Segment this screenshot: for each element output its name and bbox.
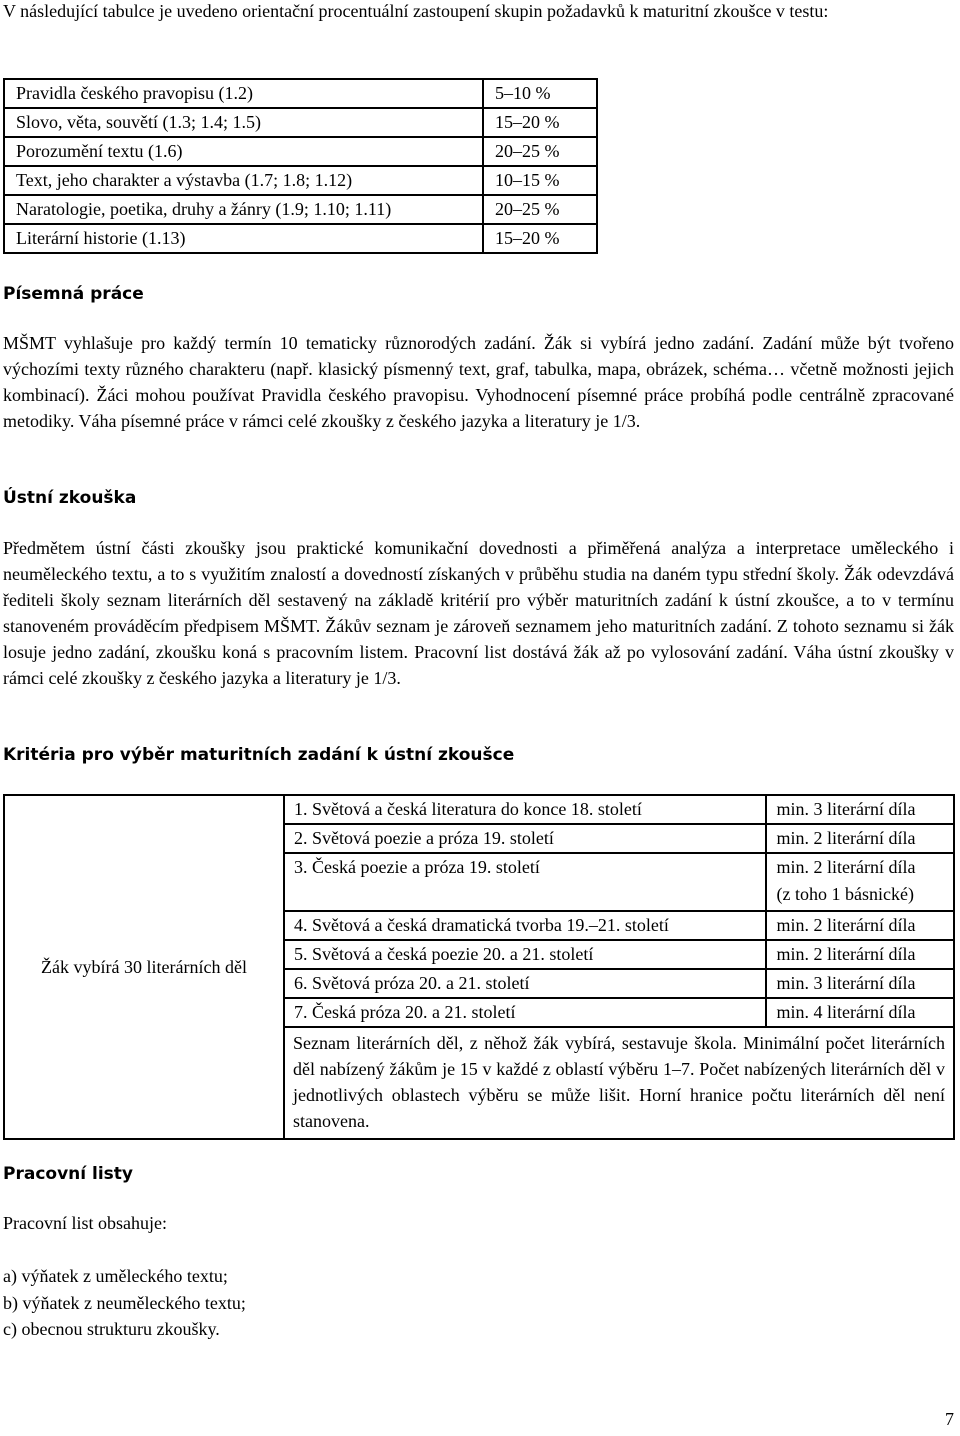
table-row: [4, 137, 597, 166]
list-item: b) výňatek z neuměleckého textu;: [3, 1292, 246, 1313]
criteria-item: 3. Česká poezie a próza 19. století: [284, 853, 766, 911]
criteria-min: min. 2 literární díla: [776, 857, 916, 877]
table-cell: Slovo, věta, souvětí (1.3; 1.4; 1.5): [4, 108, 483, 137]
intro-paragraph: V následující tabulce je uvedeno orientační procentuální zastoupení skupin požadavků k maturitní zkoušce v testu:: [3, 1, 829, 21]
criteria-item: 7. Česká próza 20. a 21. století: [284, 998, 766, 1027]
list-item: a) výňatek z uměleckého textu;: [3, 1266, 228, 1286]
table-cell: Pravidla českého pravopisu (1.2): [4, 79, 483, 108]
criteria-min: min. 2 literární díla: [766, 940, 954, 969]
worksheets-list: [3, 1263, 246, 1343]
section-heading-criteria: Kritéria pro výběr maturitních zadání k ústní zkoušce: [3, 745, 515, 765]
criteria-min: min. 2 literární díla: [766, 824, 954, 853]
page-number: 7: [945, 1409, 954, 1429]
criteria-min: min. 4 literární díla: [766, 998, 954, 1027]
table-row: [4, 79, 597, 108]
table-cell: Naratologie, poetika, druhy a žánry (1.9; 1.10; 1.11): [4, 195, 483, 224]
criteria-item: 6. Světová próza 20. a 21. století: [284, 969, 766, 998]
criteria-item: 2. Světová poezie a próza 19. století: [284, 824, 766, 853]
oral-paragraph: Předmětem ústní části zkoušky jsou praktické komunikační dovednosti a přiměřená analýza a interpretace uměleckého i neuměleckého textu, a to s využitím znalostí a dovedností získaných v průběhu studia na daném typu střední školy. Žák odevzdává řediteli školy seznam literárních děl sestavený na základě kritérií pro výběr maturitních zadání k ústní zkoušce, a to v termínu stanoveném prováděcím předpisem MŠMT. Žákův seznam je zároveň seznamem jeho maturitních zadání. Z tohoto seznamu si žák losuje jedno zadání, zkoušku koná s pracovním listem. Pracovní list dostává žák až po vylosování zadání. Váha ústní zkoušky v rámci celé zkoušky z českého jazyka a literatury je 1/3.: [3, 538, 954, 688]
section-heading-written: Písemná práce: [3, 284, 144, 304]
table-cell: 15–20 %: [483, 108, 597, 137]
table-row: [4, 166, 597, 195]
written-paragraph: MŠMT vyhlašuje pro každý termín 10 tematicky různorodých zadání. Žák si vybírá jedno zadání. Zadání může být tvořeno výchozími texty různého charakteru (např. klasický písmenný text, graf, tabulka, mapa, obrázek, schéma… včetně možnosti jejich kombinací). Žáci mohou používat Pravidla českého pravopisu. Vyhodnocení písemné práce probíhá podle centrálně zpracované metodiky. Váha písemné práce v rámci celé zkoušky z českého jazyka a literatury je 1/3.: [3, 333, 954, 431]
table-row: [4, 108, 597, 137]
table-cell: 20–25 %: [483, 195, 597, 224]
criteria-note: (z toho 1 básnické): [776, 884, 914, 904]
percent-table: [3, 78, 598, 254]
table-cell: Literární historie (1.13): [4, 224, 483, 253]
criteria-footer: Seznam literárních děl, z něhož žák vybírá, sestavuje škola. Minimální počet literárních děl nabízený žákům je 15 v každé z oblastí výběru 1–7. Počet nabízených literárních děl v jednotlivých oblastech výběru se může lišit. Horní hranice počtu literárních děl není stanovena.: [284, 1027, 954, 1139]
table-cell: Porozumění textu (1.6): [4, 137, 483, 166]
section-heading-oral: Ústní zkouška: [3, 488, 137, 508]
section-heading-worksheets: Pracovní listy: [3, 1164, 133, 1184]
criteria-item: 5. Světová a česká poezie 20. a 21. století: [284, 940, 766, 969]
criteria-left-cell: Žák vybírá 30 literárních děl: [4, 795, 284, 1139]
criteria-min: min. 2 literární díla: [766, 911, 954, 940]
table-cell: 15–20 %: [483, 224, 597, 253]
criteria-item: 1. Světová a česká literatura do konce 18. století: [284, 795, 766, 824]
table-cell: Text, jeho charakter a výstavba (1.7; 1.8; 1.12): [4, 166, 483, 195]
table-cell: 20–25 %: [483, 137, 597, 166]
criteria-item: 4. Světová a česká dramatická tvorba 19.–21. století: [284, 911, 766, 940]
criteria-min-cell: [766, 853, 954, 911]
table-row: [4, 195, 597, 224]
table-row: [4, 795, 954, 824]
table-cell: 10–15 %: [483, 166, 597, 195]
criteria-table: [3, 794, 955, 1140]
criteria-min: min. 3 literární díla: [766, 969, 954, 998]
worksheets-intro: Pracovní list obsahuje:: [3, 1213, 167, 1233]
criteria-min: min. 3 literární díla: [766, 795, 954, 824]
table-row: [4, 224, 597, 253]
table-cell: 5–10 %: [483, 79, 597, 108]
list-item: c) obecnou strukturu zkoušky.: [3, 1319, 220, 1339]
